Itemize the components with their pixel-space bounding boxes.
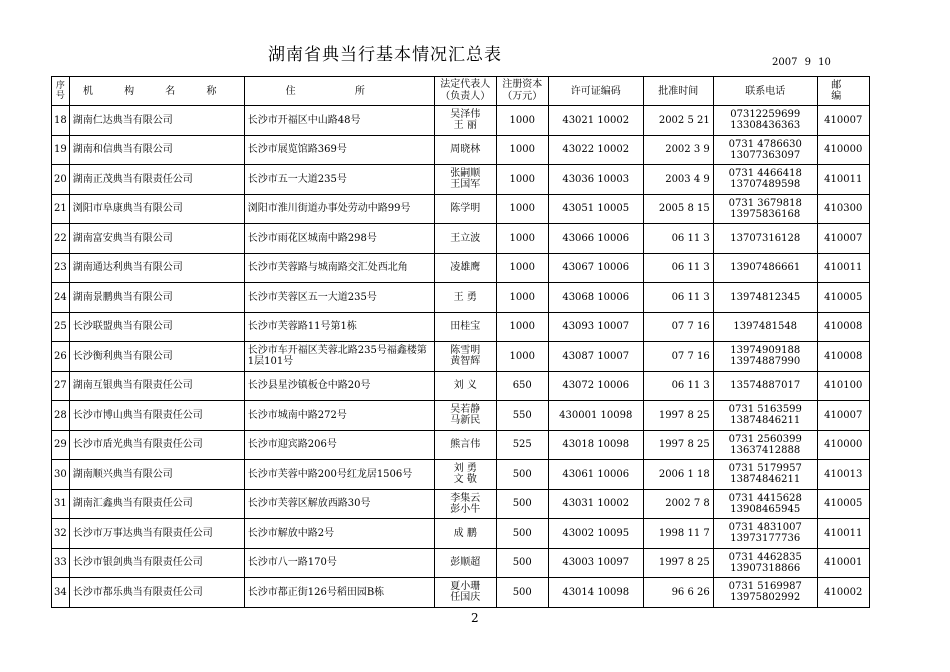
cell-phone: 0731 4462835 13907318866 [713, 548, 817, 578]
cell-approval: 2005 8 15 [643, 194, 713, 224]
table-row [52, 312, 870, 342]
cell-approval: 96 6 26 [643, 578, 713, 608]
table-row [52, 224, 870, 254]
cell-rep: 陈学明 [434, 194, 496, 224]
table-row [52, 430, 870, 460]
table-row [52, 106, 870, 136]
cell-name: 长沙衡利典当有限公司 [69, 342, 244, 372]
cell-capital: 1000 [496, 253, 548, 283]
cell-rep: 张嗣顺 王国军 [434, 165, 496, 195]
cell-no: 19 [52, 135, 70, 165]
cell-rep: 熊言伟 [434, 430, 496, 460]
cell-capital: 500 [496, 489, 548, 519]
cell-name: 长沙联盟典当有限公司 [69, 312, 244, 342]
cell-license: 43067 10006 [548, 253, 643, 283]
cell-rep: 彭顺超 [434, 548, 496, 578]
cell-license: 43072 10006 [548, 371, 643, 401]
cell-rep: 田桂宝 [434, 312, 496, 342]
cell-capital: 1000 [496, 135, 548, 165]
cell-address: 长沙市雨花区城南中路298号 [244, 224, 434, 254]
cell-no: 33 [52, 548, 70, 578]
cell-name: 湖南景鹏典当有限公司 [69, 283, 244, 313]
cell-no: 30 [52, 460, 70, 490]
cell-phone: 0731 4415628 13908465945 [713, 489, 817, 519]
cell-no: 24 [52, 283, 70, 313]
cell-license: 43002 10095 [548, 519, 643, 549]
cell-no: 18 [52, 106, 70, 136]
cell-approval: 06 11 3 [643, 283, 713, 313]
cell-no: 29 [52, 430, 70, 460]
cell-address: 长沙市芙蓉路与城南路交汇处西北角 [244, 253, 434, 283]
cell-rep: 李集云 彭小牛 [434, 489, 496, 519]
cell-name: 长沙市银剑典当有限责任公司 [69, 548, 244, 578]
cell-license: 43014 10098 [548, 578, 643, 608]
table-row [52, 253, 870, 283]
cell-approval: 2003 4 9 [643, 165, 713, 195]
cell-phone: 13974812345 [713, 283, 817, 313]
cell-approval: 06 11 3 [643, 253, 713, 283]
cell-rep: 吴泽伟 王 丽 [434, 106, 496, 136]
cell-rep: 凌雄鹰 [434, 253, 496, 283]
cell-zip: 410002 [817, 578, 869, 608]
table-header-row [52, 77, 870, 106]
cell-phone: 07312259699 13308436363 [713, 106, 817, 136]
cell-name: 湖南汇鑫典当有限责任公司 [69, 489, 244, 519]
cell-phone: 0731 4831007 13973177736 [713, 519, 817, 549]
cell-no: 28 [52, 401, 70, 431]
pawnshop-summary-table [51, 76, 870, 608]
header-no: 序号 [52, 77, 70, 106]
cell-no: 26 [52, 342, 70, 372]
cell-capital: 1000 [496, 312, 548, 342]
cell-zip: 410005 [817, 283, 869, 313]
cell-rep: 周晓林 [434, 135, 496, 165]
cell-no: 22 [52, 224, 70, 254]
table-row [52, 519, 870, 549]
cell-zip: 410300 [817, 194, 869, 224]
cell-address: 长沙市八一路170号 [244, 548, 434, 578]
header-name: 机 构 名 称 [69, 77, 244, 106]
cell-name: 长沙市博山典当有限责任公司 [69, 401, 244, 431]
cell-name: 浏阳市阜康典当有限公司 [69, 194, 244, 224]
page-number: 2 [471, 611, 479, 625]
cell-license: 43003 10097 [548, 548, 643, 578]
cell-license: 43051 10005 [548, 194, 643, 224]
cell-license: 43021 10002 [548, 106, 643, 136]
cell-capital: 500 [496, 548, 548, 578]
table-row [52, 135, 870, 165]
cell-zip: 410005 [817, 489, 869, 519]
cell-license: 430001 10098 [548, 401, 643, 431]
cell-phone: 13974909188 13974887990 [713, 342, 817, 372]
cell-name: 湖南顺兴典当有限公司 [69, 460, 244, 490]
cell-no: 32 [52, 519, 70, 549]
cell-approval: 1997 8 25 [643, 401, 713, 431]
cell-zip: 410007 [817, 224, 869, 254]
cell-address: 长沙市都正街126号稻田园B栋 [244, 578, 434, 608]
cell-phone: 0731 2560399 13637412888 [713, 430, 817, 460]
cell-approval: 07 7 16 [643, 312, 713, 342]
cell-name: 长沙市盾光典当有限责任公司 [69, 430, 244, 460]
cell-capital: 1000 [496, 194, 548, 224]
cell-rep: 王立波 [434, 224, 496, 254]
cell-address: 浏阳市淮川街道办事处劳动中路99号 [244, 194, 434, 224]
cell-name: 湖南通达利典当有限公司 [69, 253, 244, 283]
cell-phone: 0731 4786630 13077363097 [713, 135, 817, 165]
table-row [52, 401, 870, 431]
header-approval: 批准时间 [643, 77, 713, 106]
cell-no: 31 [52, 489, 70, 519]
cell-name: 湖南和信典当有限公司 [69, 135, 244, 165]
cell-approval: 2002 3 9 [643, 135, 713, 165]
cell-capital: 1000 [496, 283, 548, 313]
report-date: 2007 9 10 [772, 57, 831, 68]
cell-name: 长沙市万事达典当有限责任公司 [69, 519, 244, 549]
cell-phone: 0731 5179957 13874846211 [713, 460, 817, 490]
cell-rep: 吴若静 马新民 [434, 401, 496, 431]
table-body [52, 106, 870, 608]
cell-rep: 夏小珊 任国庆 [434, 578, 496, 608]
document-title: 湖南省典当行基本情况汇总表 [268, 45, 502, 65]
cell-license: 43093 10007 [548, 312, 643, 342]
cell-zip: 410013 [817, 460, 869, 490]
cell-approval: 2002 7 8 [643, 489, 713, 519]
cell-license: 43087 10007 [548, 342, 643, 372]
cell-zip: 410100 [817, 371, 869, 401]
cell-zip: 410011 [817, 165, 869, 195]
cell-capital: 500 [496, 460, 548, 490]
table-row [52, 342, 870, 372]
cell-approval: 2006 1 18 [643, 460, 713, 490]
cell-capital: 1000 [496, 342, 548, 372]
cell-address: 长沙市芙蓉中路200号红龙居1506号 [244, 460, 434, 490]
cell-name: 湖南仁达典当有限公司 [69, 106, 244, 136]
cell-license: 43068 10006 [548, 283, 643, 313]
table-row [52, 578, 870, 608]
cell-name: 湖南富安典当有限公司 [69, 224, 244, 254]
cell-zip: 410008 [817, 312, 869, 342]
header-license: 许可证编码 [548, 77, 643, 106]
cell-phone: 0731 5163599 13874846211 [713, 401, 817, 431]
cell-zip: 410007 [817, 401, 869, 431]
table-row [52, 371, 870, 401]
cell-zip: 410007 [817, 106, 869, 136]
cell-address: 长沙市开福区中山路48号 [244, 106, 434, 136]
cell-no: 34 [52, 578, 70, 608]
header-rep: 法定代表人（负责人） [434, 77, 496, 106]
cell-address: 长沙市芙蓉路11号第1栋 [244, 312, 434, 342]
cell-phone: 0731 4466418 13707489598 [713, 165, 817, 195]
cell-no: 25 [52, 312, 70, 342]
cell-address: 长沙市展览馆路369号 [244, 135, 434, 165]
cell-approval: 1997 8 25 [643, 430, 713, 460]
cell-phone: 13907486661 [713, 253, 817, 283]
cell-approval: 1998 11 7 [643, 519, 713, 549]
cell-address: 长沙市车开福区芙蓉北路235号福鑫楼第1层101号 [244, 342, 434, 372]
cell-license: 43031 10002 [548, 489, 643, 519]
cell-name: 湖南正茂典当有限责任公司 [69, 165, 244, 195]
cell-approval: 2002 5 21 [643, 106, 713, 136]
cell-no: 20 [52, 165, 70, 195]
cell-capital: 500 [496, 519, 548, 549]
cell-approval: 06 11 3 [643, 371, 713, 401]
header-capital: 注册资本（万元） [496, 77, 548, 106]
cell-phone: 13707316128 [713, 224, 817, 254]
table-row [52, 460, 870, 490]
cell-license: 43061 10006 [548, 460, 643, 490]
cell-address: 长沙市解放中路2号 [244, 519, 434, 549]
cell-phone: 0731 5169987 13975802992 [713, 578, 817, 608]
header-address: 住 所 [244, 77, 434, 106]
cell-name: 湖南互银典当有限责任公司 [69, 371, 244, 401]
cell-license: 43066 10006 [548, 224, 643, 254]
cell-capital: 500 [496, 578, 548, 608]
cell-approval: 06 11 3 [643, 224, 713, 254]
cell-capital: 1000 [496, 165, 548, 195]
table-row [52, 165, 870, 195]
cell-phone: 1397481548 [713, 312, 817, 342]
cell-name: 长沙市都乐典当有限责任公司 [69, 578, 244, 608]
header-zip: 邮 编 [817, 77, 869, 106]
header-phone: 联系电话 [713, 77, 817, 106]
cell-capital: 650 [496, 371, 548, 401]
cell-rep: 成 鹏 [434, 519, 496, 549]
cell-no: 23 [52, 253, 70, 283]
cell-capital: 1000 [496, 224, 548, 254]
cell-address: 长沙市芙蓉区解放西路30号 [244, 489, 434, 519]
cell-rep: 王 勇 [434, 283, 496, 313]
cell-approval: 07 7 16 [643, 342, 713, 372]
cell-rep: 刘 勇 文 敬 [434, 460, 496, 490]
cell-address: 长沙市城南中路272号 [244, 401, 434, 431]
cell-phone: 13574887017 [713, 371, 817, 401]
cell-rep: 陈雪明 黄智辉 [434, 342, 496, 372]
cell-license: 43036 10003 [548, 165, 643, 195]
cell-license: 43018 10098 [548, 430, 643, 460]
cell-rep: 刘 义 [434, 371, 496, 401]
cell-capital: 550 [496, 401, 548, 431]
cell-capital: 1000 [496, 106, 548, 136]
cell-address: 长沙市迎宾路206号 [244, 430, 434, 460]
table-row [52, 489, 870, 519]
cell-zip: 410011 [817, 519, 869, 549]
cell-no: 27 [52, 371, 70, 401]
table-row [52, 194, 870, 224]
cell-zip: 410008 [817, 342, 869, 372]
cell-address: 长沙市芙蓉区五一大道235号 [244, 283, 434, 313]
cell-capital: 525 [496, 430, 548, 460]
cell-zip: 410000 [817, 430, 869, 460]
cell-zip: 410000 [817, 135, 869, 165]
cell-approval: 1997 8 25 [643, 548, 713, 578]
cell-phone: 0731 3679818 13975836168 [713, 194, 817, 224]
cell-license: 43022 10002 [548, 135, 643, 165]
table-row [52, 548, 870, 578]
cell-no: 21 [52, 194, 70, 224]
cell-zip: 410001 [817, 548, 869, 578]
cell-address: 长沙县星沙镇板仓中路20号 [244, 371, 434, 401]
cell-zip: 410011 [817, 253, 869, 283]
cell-address: 长沙市五一大道235号 [244, 165, 434, 195]
table-row [52, 283, 870, 313]
